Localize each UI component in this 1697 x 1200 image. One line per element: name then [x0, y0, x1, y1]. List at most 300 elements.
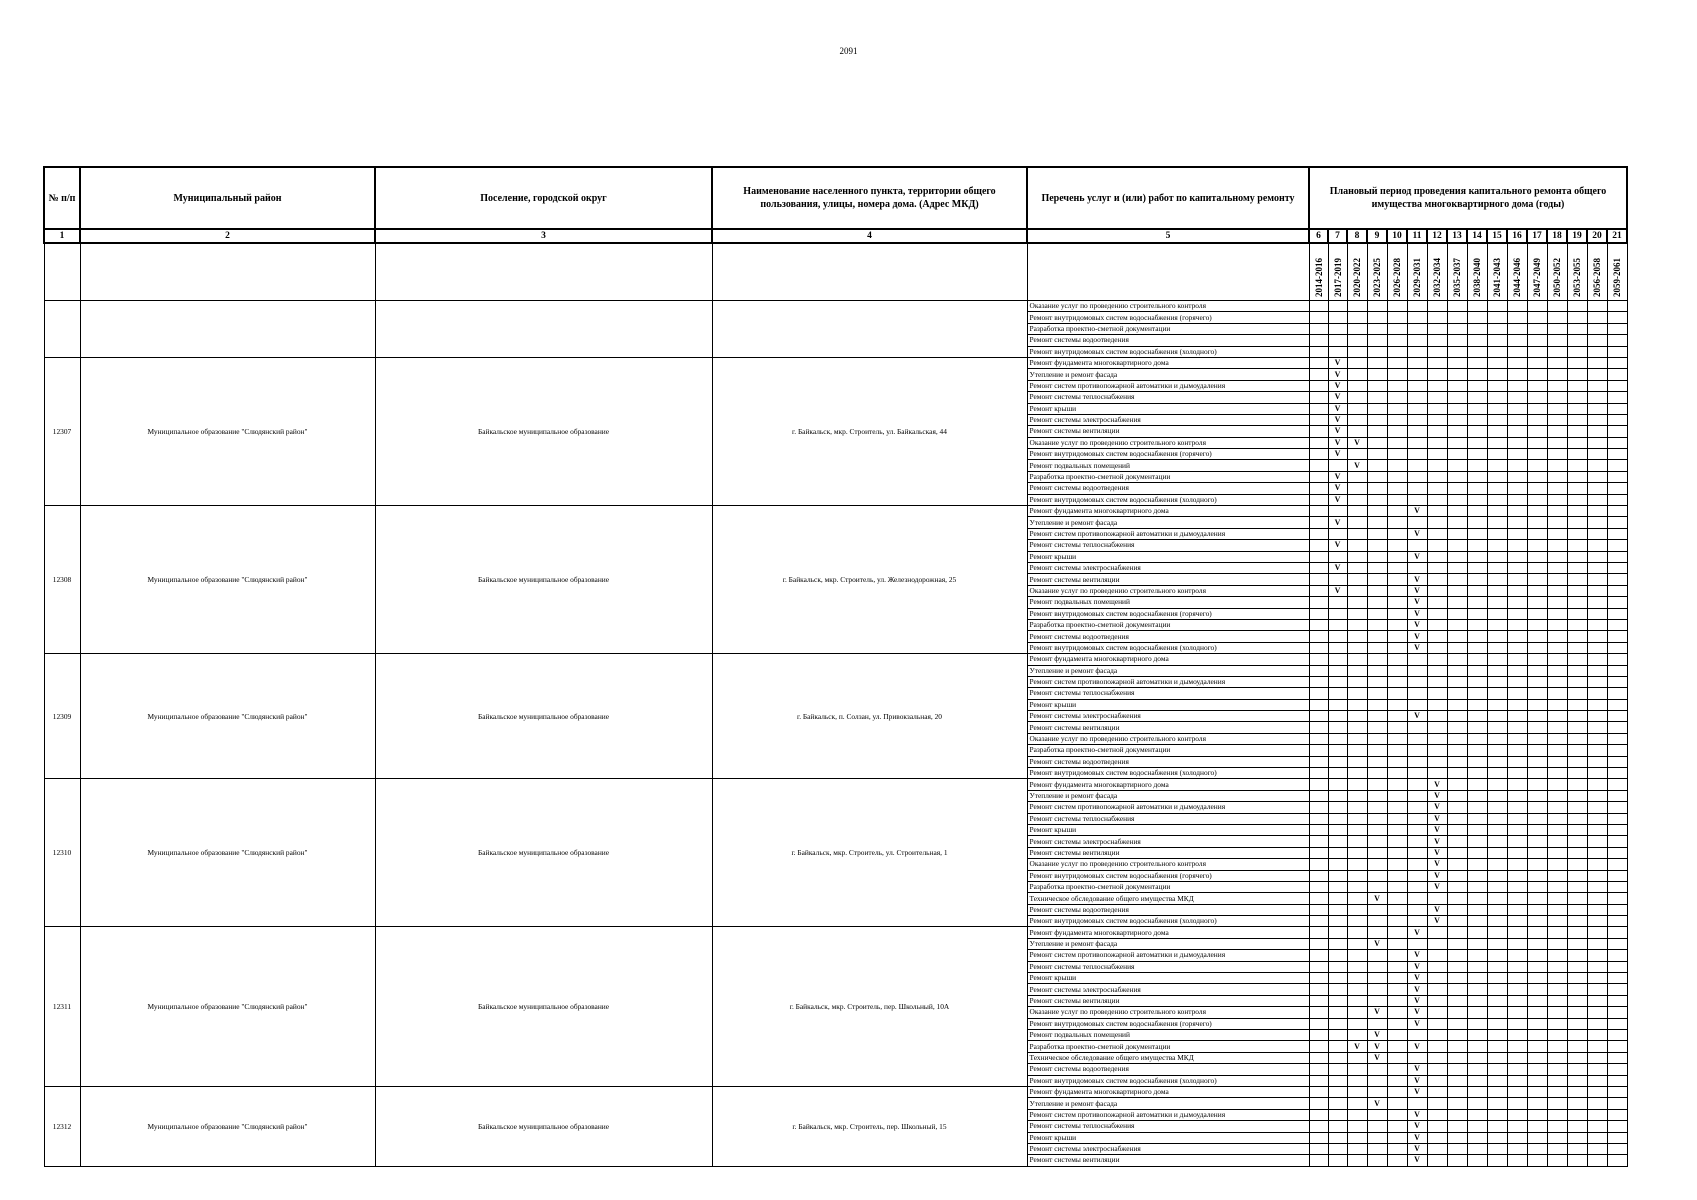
schedule-cell: [1527, 1086, 1547, 1097]
schedule-cell: [1387, 642, 1407, 653]
schedule-cell: [1309, 1132, 1328, 1143]
schedule-cell: [1547, 597, 1567, 608]
settlement-name: Байкальское муниципальное образование: [375, 1086, 712, 1166]
schedule-cell: [1607, 392, 1627, 403]
settlement-name: Байкальское муниципальное образование: [375, 357, 712, 505]
schedule-cell: [1328, 859, 1347, 870]
schedule-cell: [1367, 836, 1387, 847]
schedule-cell: [1387, 745, 1407, 756]
schedule-cell: [1387, 1007, 1407, 1018]
schedule-cell: [1587, 517, 1607, 528]
schedule-cell: [1607, 1064, 1627, 1075]
schedule-cell: [1387, 893, 1407, 904]
schedule-cell: [1328, 904, 1347, 915]
schedule-cell: [1607, 950, 1627, 961]
schedule-cell: [1547, 642, 1567, 653]
schedule-cell: [1527, 414, 1547, 425]
schedule-cell: [1527, 380, 1547, 391]
schedule-cell: [1347, 881, 1367, 892]
schedule-cell: [1367, 449, 1387, 460]
schedule-cell: [1367, 551, 1387, 562]
schedule-cell: V: [1328, 540, 1347, 551]
schedule-cell: [1487, 961, 1507, 972]
schedule-cell: [1387, 1143, 1407, 1154]
service-name: Ремонт подвальных помещений: [1027, 460, 1309, 471]
schedule-cell: [1527, 699, 1547, 710]
header-settlement: Поселение, городской округ: [375, 167, 712, 229]
schedule-cell: [1467, 642, 1487, 653]
schedule-cell: [1487, 676, 1507, 687]
schedule-cell: [1567, 711, 1587, 722]
schedule-cell: [1587, 528, 1607, 539]
schedule-cell: [1347, 995, 1367, 1006]
schedule-cell: [1607, 688, 1627, 699]
schedule-cell: [1547, 608, 1567, 619]
schedule-cell: [1607, 1041, 1627, 1052]
schedule-cell: [1427, 414, 1447, 425]
schedule-cell: [1427, 312, 1447, 323]
schedule-cell: [1527, 824, 1547, 835]
schedule-cell: [1487, 756, 1507, 767]
schedule-cell: [1507, 1155, 1527, 1166]
service-name: Ремонт системы теплоснабжения: [1027, 813, 1309, 824]
schedule-cell: [1607, 642, 1627, 653]
schedule-cell: [1347, 346, 1367, 357]
schedule-cell: [1347, 414, 1367, 425]
schedule-cell: V: [1427, 916, 1447, 927]
schedule-cell: [1447, 790, 1467, 801]
schedule-cell: [1527, 437, 1547, 448]
schedule-cell: [1367, 1121, 1387, 1132]
year-header: [1607, 243, 1627, 301]
schedule-cell: [1447, 631, 1467, 642]
schedule-cell: [1527, 392, 1547, 403]
year-header: [1587, 243, 1607, 301]
service-name: Оказание услуг по проведению строительного контроля: [1027, 585, 1309, 596]
schedule-cell: [1487, 437, 1507, 448]
schedule-cell: [1587, 631, 1607, 642]
house-number: 12307: [44, 357, 80, 505]
schedule-cell: [1547, 722, 1567, 733]
schedule-cell: [1507, 733, 1527, 744]
schedule-cell: [1607, 870, 1627, 881]
schedule-cell: [1367, 380, 1387, 391]
schedule-cell: [1607, 414, 1627, 425]
schedule-cell: [1309, 1098, 1328, 1109]
schedule-cell: [1547, 449, 1567, 460]
schedule-cell: [1567, 642, 1587, 653]
schedule-cell: [1587, 995, 1607, 1006]
schedule-cell: V: [1427, 870, 1447, 881]
schedule-cell: [1527, 449, 1547, 460]
schedule-cell: [1547, 961, 1567, 972]
schedule-cell: [1567, 608, 1587, 619]
schedule-cell: [1309, 619, 1328, 630]
schedule-cell: [1567, 654, 1587, 665]
service-name: Разработка проектно-сметной документации: [1027, 471, 1309, 482]
schedule-cell: [1407, 893, 1427, 904]
schedule-cell: [1507, 870, 1527, 881]
schedule-cell: [1387, 676, 1407, 687]
schedule-cell: [1367, 722, 1387, 733]
schedule-cell: [1447, 676, 1467, 687]
schedule-cell: [1467, 904, 1487, 915]
service-name: Оказание услуг по проведению строительного контроля: [1027, 859, 1309, 870]
schedule-cell: [1387, 312, 1407, 323]
schedule-cell: [1527, 1052, 1547, 1063]
service-name: Утепление и ремонт фасада: [1027, 665, 1309, 676]
schedule-cell: [1387, 471, 1407, 482]
schedule-cell: [1328, 870, 1347, 881]
schedule-cell: V: [1427, 836, 1447, 847]
schedule-cell: [1567, 414, 1587, 425]
schedule-cell: [1387, 494, 1407, 505]
schedule-cell: [1407, 346, 1427, 357]
schedule-cell: [1447, 859, 1467, 870]
service-name: Ремонт системы электроснабжения: [1027, 414, 1309, 425]
schedule-cell: [1587, 449, 1607, 460]
schedule-cell: [1527, 551, 1547, 562]
schedule-cell: [1367, 756, 1387, 767]
schedule-cell: [1407, 460, 1427, 471]
service-name: Ремонт фундамента многоквартирного дома: [1027, 1086, 1309, 1097]
schedule-cell: [1367, 528, 1387, 539]
schedule-cell: [1507, 836, 1527, 847]
schedule-cell: [1467, 517, 1487, 528]
schedule-cell: [1367, 392, 1387, 403]
schedule-cell: [1387, 1018, 1407, 1029]
schedule-cell: [1567, 870, 1587, 881]
schedule-cell: [1507, 916, 1527, 927]
column-number-16: 16: [1507, 229, 1527, 243]
schedule-cell: [1507, 802, 1527, 813]
schedule-cell: [1367, 699, 1387, 710]
years-blank-4: [712, 243, 1027, 301]
schedule-cell: [1587, 927, 1607, 938]
years-blank-1: [44, 243, 80, 301]
schedule-cell: [1527, 574, 1547, 585]
service-name: Ремонт системы водоотведения: [1027, 904, 1309, 915]
service-name: Ремонт системы вентиляции: [1027, 847, 1309, 858]
schedule-cell: [1447, 654, 1467, 665]
schedule-cell: [1387, 722, 1407, 733]
schedule-cell: [1527, 916, 1547, 927]
schedule-cell: [1467, 437, 1487, 448]
schedule-cell: [1587, 414, 1607, 425]
schedule-cell: [1487, 1132, 1507, 1143]
schedule-cell: [1328, 574, 1347, 585]
schedule-cell: [1467, 665, 1487, 676]
schedule-cell: [1547, 357, 1567, 368]
schedule-cell: [1387, 597, 1407, 608]
schedule-cell: [1487, 950, 1507, 961]
schedule-cell: [1487, 414, 1507, 425]
schedule-cell: [1587, 619, 1607, 630]
schedule-cell: [1487, 768, 1507, 779]
schedule-cell: [1447, 562, 1467, 573]
schedule-cell: [1487, 357, 1507, 368]
schedule-cell: [1427, 346, 1447, 357]
schedule-cell: [1427, 619, 1447, 630]
schedule-cell: [1328, 756, 1347, 767]
schedule-cell: [1547, 881, 1567, 892]
schedule-cell: [1567, 494, 1587, 505]
schedule-cell: [1447, 836, 1467, 847]
schedule-cell: [1567, 1064, 1587, 1075]
schedule-cell: [1507, 483, 1527, 494]
schedule-cell: [1407, 1030, 1427, 1041]
schedule-cell: [1387, 517, 1407, 528]
schedule-cell: [1507, 847, 1527, 858]
schedule-cell: [1567, 585, 1587, 596]
schedule-cell: [1447, 1098, 1467, 1109]
schedule-cell: V: [1407, 1143, 1427, 1154]
schedule-cell: [1587, 357, 1607, 368]
schedule-cell: [1427, 1155, 1447, 1166]
schedule-cell: [1367, 824, 1387, 835]
schedule-cell: [1367, 1064, 1387, 1075]
schedule-cell: [1309, 460, 1328, 471]
column-number-19: 19: [1567, 229, 1587, 243]
schedule-cell: [1309, 859, 1328, 870]
schedule-cell: [1487, 597, 1507, 608]
schedule-cell: [1527, 312, 1547, 323]
schedule-cell: [1567, 722, 1587, 733]
schedule-cell: [1487, 1155, 1507, 1166]
schedule-cell: [1507, 506, 1527, 517]
schedule-cell: [1507, 449, 1527, 460]
schedule-cell: [1347, 859, 1367, 870]
schedule-cell: [1309, 1109, 1328, 1120]
schedule-cell: V: [1427, 813, 1447, 824]
schedule-cell: [1309, 631, 1328, 642]
schedule-cell: [1487, 631, 1507, 642]
schedule-cell: [1328, 619, 1347, 630]
schedule-cell: [1309, 961, 1328, 972]
schedule-cell: [1587, 403, 1607, 414]
schedule-cell: [1427, 392, 1447, 403]
house-number: 12308: [44, 506, 80, 654]
schedule-cell: [1347, 540, 1367, 551]
schedule-cell: [1567, 688, 1587, 699]
schedule-cell: [1527, 836, 1547, 847]
schedule-cell: [1447, 847, 1467, 858]
schedule-cell: [1309, 369, 1328, 380]
schedule-cell: [1507, 699, 1527, 710]
schedule-cell: [1367, 631, 1387, 642]
schedule-cell: [1587, 1075, 1607, 1086]
schedule-cell: [1487, 802, 1507, 813]
schedule-cell: [1328, 1030, 1347, 1041]
schedule-cell: [1547, 471, 1567, 482]
schedule-cell: [1347, 904, 1367, 915]
schedule-cell: [1427, 950, 1447, 961]
column-number-5: 5: [1027, 229, 1309, 243]
schedule-cell: [1507, 995, 1527, 1006]
schedule-cell: [1527, 745, 1547, 756]
schedule-cell: [1607, 836, 1627, 847]
schedule-cell: [1427, 654, 1447, 665]
schedule-cell: [1407, 904, 1427, 915]
schedule-cell: V: [1407, 973, 1427, 984]
schedule-cell: [1467, 551, 1487, 562]
schedule-cell: [1387, 836, 1407, 847]
schedule-cell: [1567, 1041, 1587, 1052]
schedule-cell: [1309, 870, 1328, 881]
schedule-cell: [1309, 346, 1328, 357]
schedule-cell: [1607, 483, 1627, 494]
schedule-cell: V: [1367, 938, 1387, 949]
schedule-cell: [1507, 323, 1527, 334]
schedule-cell: [1527, 301, 1547, 312]
schedule-cell: [1607, 471, 1627, 482]
schedule-cell: [1607, 301, 1627, 312]
schedule-cell: [1527, 494, 1547, 505]
schedule-cell: [1567, 859, 1587, 870]
schedule-cell: [1387, 585, 1407, 596]
schedule-cell: [1407, 688, 1427, 699]
schedule-cell: [1507, 973, 1527, 984]
schedule-cell: [1507, 893, 1527, 904]
schedule-cell: [1467, 1121, 1487, 1132]
service-name: Утепление и ремонт фасада: [1027, 1098, 1309, 1109]
schedule-cell: [1309, 403, 1328, 414]
schedule-cell: [1467, 540, 1487, 551]
schedule-cell: [1507, 1030, 1527, 1041]
schedule-cell: [1467, 688, 1487, 699]
schedule-cell: [1367, 745, 1387, 756]
schedule-cell: [1328, 1098, 1347, 1109]
schedule-cell: [1309, 597, 1328, 608]
schedule-cell: [1487, 449, 1507, 460]
schedule-cell: [1587, 1143, 1607, 1154]
service-name: Утепление и ремонт фасада: [1027, 517, 1309, 528]
schedule-cell: [1347, 802, 1367, 813]
schedule-cell: [1367, 1109, 1387, 1120]
schedule-cell: [1427, 437, 1447, 448]
schedule-cell: [1567, 927, 1587, 938]
schedule-cell: [1487, 927, 1507, 938]
schedule-cell: [1467, 494, 1487, 505]
schedule-cell: [1567, 323, 1587, 334]
schedule-cell: [1447, 893, 1467, 904]
schedule-cell: [1567, 904, 1587, 915]
schedule-cell: [1387, 574, 1407, 585]
schedule-cell: [1407, 779, 1427, 790]
service-name: Ремонт крыши: [1027, 1132, 1309, 1143]
schedule-cell: [1587, 733, 1607, 744]
schedule-cell: [1309, 1007, 1328, 1018]
schedule-cell: [1427, 1030, 1447, 1041]
schedule-cell: [1447, 619, 1467, 630]
header-row: [44, 167, 1627, 229]
schedule-cell: [1487, 1052, 1507, 1063]
schedule-cell: [1467, 483, 1487, 494]
schedule-cell: [1447, 426, 1467, 437]
schedule-cell: [1309, 756, 1328, 767]
schedule-cell: [1547, 562, 1567, 573]
schedule-cell: [1467, 961, 1487, 972]
schedule-cell: [1507, 881, 1527, 892]
schedule-cell: [1347, 1052, 1367, 1063]
schedule-cell: [1587, 437, 1607, 448]
schedule-cell: [1427, 585, 1447, 596]
schedule-cell: [1567, 346, 1587, 357]
schedule-cell: V: [1427, 904, 1447, 915]
schedule-cell: [1309, 836, 1328, 847]
schedule-cell: V: [1328, 471, 1347, 482]
schedule-cell: [1547, 1064, 1567, 1075]
header-services: Перечень услуг и (или) работ по капитальному ремонту: [1027, 167, 1309, 229]
schedule-cell: [1507, 608, 1527, 619]
schedule-cell: [1309, 506, 1328, 517]
service-name: Ремонт системы вентиляции: [1027, 1155, 1309, 1166]
schedule-cell: [1547, 1007, 1567, 1018]
schedule-cell: [1527, 562, 1547, 573]
schedule-cell: [1587, 1121, 1607, 1132]
schedule-cell: [1567, 506, 1587, 517]
year-label: 2035-2037: [1452, 258, 1462, 297]
service-name: Ремонт внутридомовых систем водоснабжения (холодного): [1027, 494, 1309, 505]
schedule-cell: [1607, 847, 1627, 858]
schedule-cell: [1347, 768, 1367, 779]
schedule-cell: [1347, 1018, 1367, 1029]
year-header: [1527, 243, 1547, 301]
schedule-cell: [1467, 699, 1487, 710]
schedule-cell: [1547, 916, 1567, 927]
service-name: Ремонт внутридомовых систем водоснабжения (горячего): [1027, 870, 1309, 881]
schedule-cell: [1587, 824, 1607, 835]
schedule-cell: [1527, 938, 1547, 949]
schedule-cell: [1547, 768, 1567, 779]
schedule-cell: [1328, 676, 1347, 687]
table-row: [44, 927, 1627, 938]
schedule-cell: [1607, 790, 1627, 801]
years-blank-5: [1027, 243, 1309, 301]
schedule-cell: [1387, 870, 1407, 881]
schedule-cell: V: [1407, 1155, 1427, 1166]
schedule-cell: [1309, 1041, 1328, 1052]
service-name: Ремонт системы электроснабжения: [1027, 562, 1309, 573]
schedule-cell: [1467, 562, 1487, 573]
schedule-cell: [1367, 813, 1387, 824]
schedule-cell: [1567, 779, 1587, 790]
schedule-cell: [1328, 528, 1347, 539]
schedule-cell: [1487, 733, 1507, 744]
schedule-cell: [1467, 938, 1487, 949]
schedule-cell: [1567, 824, 1587, 835]
schedule-cell: [1587, 483, 1607, 494]
service-name: Техническое обследование общего имущества МКД: [1027, 1052, 1309, 1063]
schedule-cell: [1487, 904, 1507, 915]
schedule-cell: [1447, 528, 1467, 539]
schedule-cell: [1527, 779, 1547, 790]
schedule-cell: [1587, 426, 1607, 437]
schedule-cell: [1467, 733, 1487, 744]
schedule-cell: [1507, 768, 1527, 779]
year-header: [1387, 243, 1407, 301]
schedule-cell: [1387, 802, 1407, 813]
service-name: Ремонт системы водоотведения: [1027, 483, 1309, 494]
schedule-cell: [1607, 562, 1627, 573]
service-name: Ремонт внутридомовых систем водоснабжения (холодного): [1027, 346, 1309, 357]
schedule-cell: [1607, 904, 1627, 915]
schedule-cell: [1447, 494, 1467, 505]
schedule-cell: [1407, 813, 1427, 824]
schedule-cell: [1427, 301, 1447, 312]
schedule-cell: [1328, 916, 1347, 927]
schedule-cell: [1427, 506, 1447, 517]
